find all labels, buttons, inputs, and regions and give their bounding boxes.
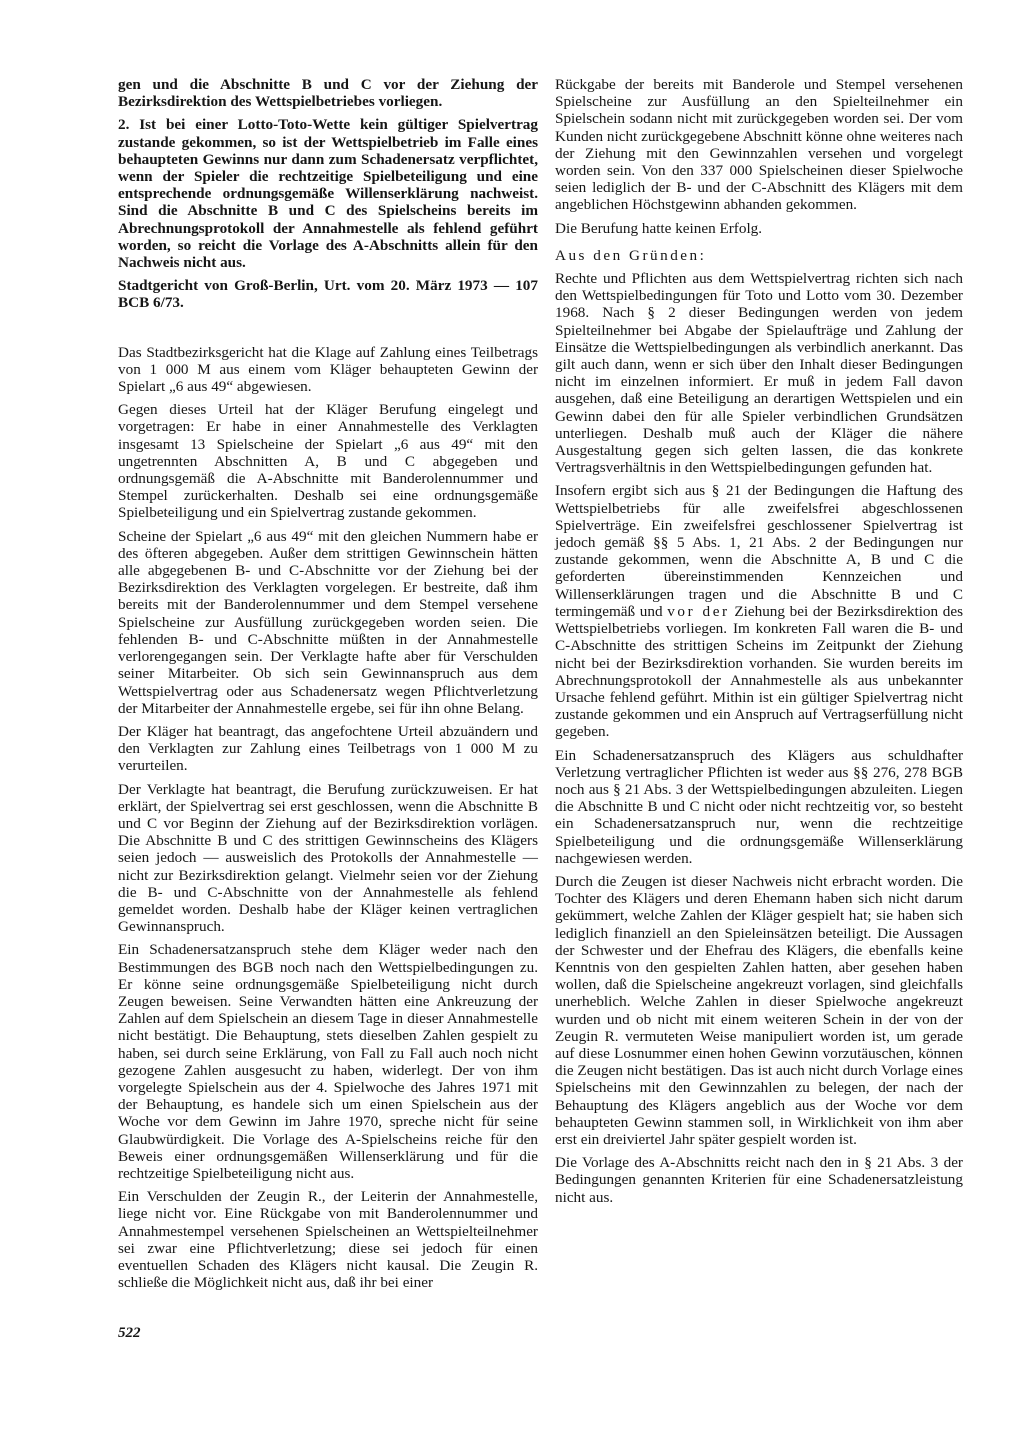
headnote — [118, 76, 538, 271]
verdict-line: Die Berufung hatte keinen Erfolg. — [555, 219, 763, 237]
body-paragraph: Der Kläger hat beantragt, das angefochtene Urteil abzuändern und den Verklagten zur Zahlung eines Teilbetrags von 1 000 M zu verurteilen. — [118, 722, 538, 775]
body-paragraph: Der Verklagte hat beantragt, die Berufung zurückzuweisen. Er hat erklärt, der Spielvertrag sei erst geschlossen, wenn die Abschnitte B und C vor Beginn der Ziehung auf der Bezirksdirektion vorlägen. Die Abschnitte B und C des strittigen Gewinnscheins des Klägers seien jedoch — ausweislich des Protokolls der Annahmestelle — nicht zur Bezirksdirektion gelangt. Vielmehr seien vor der Ziehung die B- und C-Abschnitte von der Annahmestelle als fehlend gemeldet worden. Deshalb habe der Kläger keinen vertraglichen Gewinnanspruch. — [118, 780, 538, 936]
body-paragraph: Ein Schadenersatzanspruch stehe dem Kläger weder nach den Bestimmungen des BGB noch nach den Wettspielbedingungen zu. Er könne seine ordnungsgemäße Spielbeteiligung nicht durch Zeugen beweisen. Seine Verwandten hätten eine Ankreuzung der Zahlen auf dem Spielschein an diesem Tage in dieser Annahmestelle nicht bestätigt. Die Behauptung, stets dieselben Zahlen gespielt zu haben, sei durch seine Erklärung, von Fall zu Fall auch noch nicht gezogene Zahlen ausgesucht zu haben, widerlegt. Der von ihm vorgelegte Spielschein aus der 4. Spielwoche des Jahres 1971 mit der Behauptung, es handele sich um einen Spielschein aus der Woche vor dem Gewinn im Jahre 1970, spreche nicht für seine Glaubwürdigkeit. Die Vorlage des A-Spielscheins reiche für den Beweis einer ordnungsgemäßen Willenserklärung und für die rechtzeitige Spielbeteiligung nicht aus. — [118, 941, 538, 1182]
body-paragraph — [555, 482, 963, 740]
body-paragraph: Die Vorlage des A-Abschnitts reicht nach den in § 21 Abs. 3 der Bedingungen genannten Kriterien für eine Schadenersatzleistung nicht aus. — [555, 1154, 963, 1206]
body-paragraph: Scheine der Spielart „6 aus 49“ mit den gleichen Nummern habe er des öfteren abgegeben. Außer dem strittigen Gewinnschein hätten alle abgegebenen B- und C-Abschnitte vor der Ziehung bei der Bezirksdirektion des Verklagten vorgelegen. Er bestreite, daß ihm bereits mit der Banderolennummer und dem Stempel versehene Spielscheine zur Ausfüllung zurückgegeben worden seien. Die fehlenden B- und C-Abschnitte müßten in der Annahmestelle verlorengegangen sein. Der Verklagte hafte aber für Verschulden seiner Mitarbeiter. Ob sich sein Gewinnanspruch aus dem Wettspielvertrag oder aus Schadenersatz wegen Pflichtverletzung der Mitarbeiter der Annahmestelle ergebe, sei für ihn ohne Belang. — [118, 527, 538, 717]
body-paragraph: Gegen dieses Urteil hat der Kläger Berufung eingelegt und vorgetragen: Er habe in einer Annahmestelle des Verklagten insgesamt 13 Spielscheine der Spielart „6 aus 49“ mit den ungetrennten Abschnitten A, B und C abgegeben und ordnungsgemäß die A-Abschnitte mit Banderolennummer und Stempel zurückerhalten. Deshalb sei eine ordnungsgemäße Spielbeteiligung und ein Spielvertrag zustande gekommen. — [118, 401, 538, 522]
right-column — [555, 76, 963, 1212]
headnote-paragraph: gen und die Abschnitte B und C vor der Ziehung der Bezirksdirektion des Wettspielbetriebes vorliegen. — [118, 76, 538, 111]
court-citation: Stadtgericht von Groß-Berlin, Urt. vom 20. März 1973 — 107 BCB 6/73. — [118, 277, 538, 312]
left-column — [118, 76, 538, 1297]
text-run: Insofern ergibt sich aus § 21 der Bedingungen die Haftung des Wettspielbetriebs für alle zweifelsfrei abgeschlossenen Spielverträge. Ein zweifelsfrei geschlossener Spielvertrag ist jedoch gemäß §§ 5 Abs. 1, 21 Abs. 2 der Bedingungen nur zustande gekommen, wenn die Abschnitte A, B und C die geforderten übereinstimmenden Kennzeichen und Willenserklärungen tragen und die Abschnitte B und C termingemäß und — [555, 482, 963, 620]
body-paragraph: Ein Verschulden der Zeugin R., der Leiterin der Annahmestelle, liege nicht vor. Eine Rückgabe von mit Banderolennummer und Annahmestempel versehenen Spielscheinen an Wettspielteilnehmer sei zwar eine Pflichtverletzung; diese sei jedoch für einen eventuellen Schaden des Klägers nicht kausal. Die Zeugin R. schließe die Möglichkeit nicht aus, daß ihr bei einer — [118, 1188, 538, 1292]
body-paragraph: Rechte und Pflichten aus dem Wettspielvertrag richten sich nach den Wettspielbedingungen für Toto und Lotto vom 30. Dezember 1968. Nach § 2 dieser Bedingungen werden von jedem Spielteilnehmer bei Abgabe der Spielaufträge und Zahlung der Einsätze die Wettspielbedingungen als verbindlich anerkannt. Das gilt auch dann, wenn er sich über den Inhalt dieser Bedingungen nicht im einzelnen informiert. Er muß in jedem Fall davon ausgehen, daß eine Beteiligung an derartigen Wettspielen und ein Gewinn dabei den für alle Spieler verbindlichen Grundsätzen unterliegen. Deshalb muß auch der Kläger die nähere Ausgestaltung gegen sich gelten lassen, die das konkrete Vertragsverhältnis in den Wettspielbedingungen gefunden hat. — [555, 270, 963, 477]
spaced-emphasis: vor der — [667, 602, 730, 620]
body-paragraph: Durch die Zeugen ist dieser Nachweis nicht erbracht worden. Die Tochter des Klägers und deren Ehemann haben sich nicht darum gekümmert, welche Zahlen der Kläger gespielt hat; sie haben sich lediglich finanziell an den Spieleinsätzen beteiligt. Die Aussagen der Schwester und der Ehefrau des Klägers, die ebenfalls keine Kenntnis von den gespielten Zahlen hatten, aber gesehen haben wollen, daß die Spielscheine angekreuzt vorlagen, sind gleichfalls unerheblich. Welche Zahlen in dieser Spielwoche angekreuzt wurden und ob nicht mit einem weiteren Schein in der von der Zeugin R. vermuteten Weise manipuliert worden ist, um gerade auf diese Losnummer einen hohen Gewinn vorzutäuschen, können die Zeugen nicht bestätigen. Das ist auch nicht durch Vorlage eines Spielscheins mit den Gewinnzahlen zu belegen, der nach der Behauptung des Klägers angeblich aus der Woche vor dem behaupteten Gewinn stammen soll, in Wirklichkeit von ihm aber erst ein dreiviertel Jahr später gespielt worden ist. — [555, 872, 963, 1148]
section-heading: Aus den Gründen: — [555, 246, 707, 264]
page-number: 522 — [118, 1325, 141, 1341]
body-paragraph: Rückgabe der bereits mit Banderole und Stempel versehenen Spielscheine zur Ausfüllung an den Spielteilnehmer ein Spielschein sodann nicht mit zurückgegeben worden sei. Der vom Kunden nicht zurückgegebene Abschnitt könne ohne weiteres nach der Ziehung mit den Gewinnzahlen versehen und vorgelegt worden sein. Von den 337 000 Spielscheinen dieser Spielwoche seien lediglich der B- und der C-Abschnitt des Klägers mit dem angeblichen Höchstgewinn abhanden gekommen. — [555, 76, 963, 214]
text-run: Ziehung bei der Bezirksdirektion des Wettspielbetriebs vorliegen. Im konkreten Fall waren die B- und C-Abschnitte des strittigen Scheins im Zeitpunkt der Ziehung nicht bei der Bezirksdirektion vorhanden. Sie wurden bereits im Abrechnungsprotokoll der Annahmestelle als aus unbekannter Ursache fehlend geführt. Mithin ist ein gültiger Spielvertrag nicht zustande gekommen und ein Anspruch auf Vertragserfüllung nicht gegeben. — [555, 602, 964, 741]
headnote-paragraph: 2. Ist bei einer Lotto-Toto-Wette kein gültiger Spielvertrag zustande gekommen, so ist der Wettspielbetrieb im Falle eines behaupteten Gewinns nur dann zum Schadenersatz verpflichtet, wenn der Spieler die rechtzeitige Spielbeteiligung und eine entsprechende ordnungsgemäße Willenserklärung nachweist. Sind die Abschnitte B und C des Spielscheins bereits im Abrechnungsprotokoll der Annahmestelle als fehlend geführt worden, so reicht die Vorlage des A-Abschnitts allein für den Nachweis nicht aus. — [118, 116, 538, 272]
body-paragraph: Das Stadtbezirksgericht hat die Klage auf Zahlung eines Teilbetrags von 1 000 M aus einem vom Kläger behaupteten Gewinn der Spielart „6 aus 49“ abgewiesen. — [118, 343, 538, 396]
body-paragraph: Ein Schadenersatzanspruch des Klägers aus schuldhafter Verletzung vertraglicher Pflichten ist weder aus §§ 276, 278 BGB noch aus § 21 Abs. 3 der Wettspielbedingungen abzuleiten. Liegen die Abschnitte B und C nicht oder nicht rechtzeitig vor, so besteht ein Schadenersatzanspruch nur, wenn die rechtzeitige Spielbeteiligung und die ordnungsgemäße Willenserklärung nachgewiesen werden. — [555, 746, 963, 867]
